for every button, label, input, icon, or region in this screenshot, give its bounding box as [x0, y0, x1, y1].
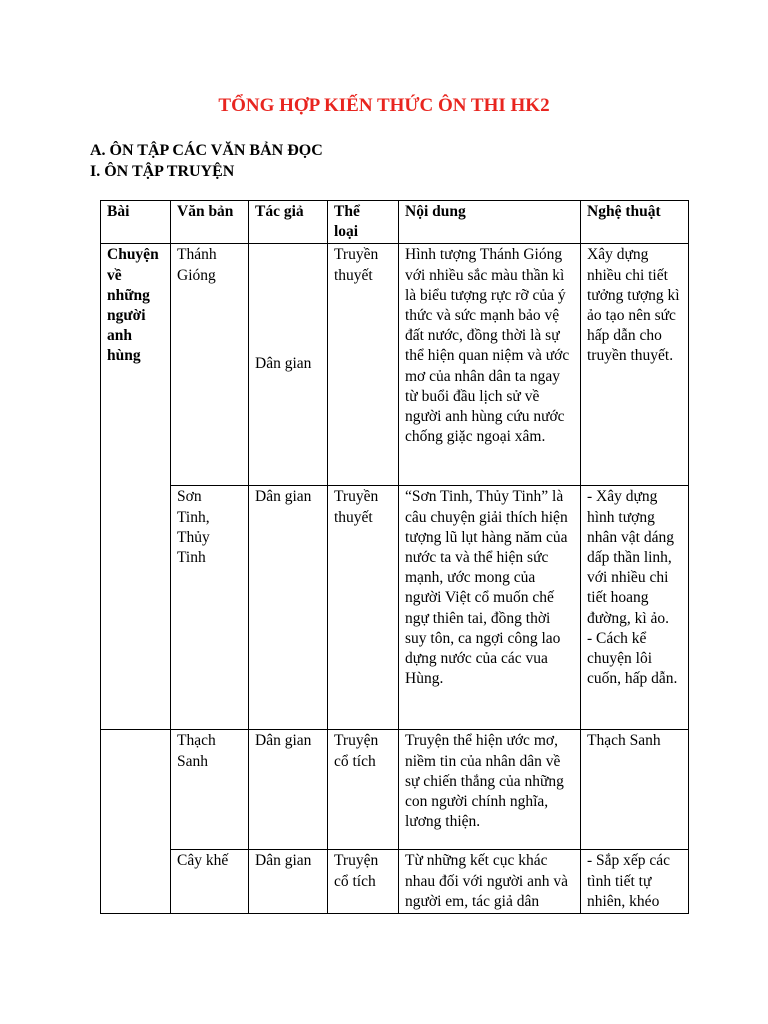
table-row: [101, 850, 689, 914]
group-topic-cell: Chuyện về những người anh hùng: [101, 244, 171, 730]
noi-dung-cell: “Sơn Tinh, Thủy Tinh” là câu chuyện giải thích hiện tượng lũ lụt hàng năm của nước ta và thể hiện sức mạnh, ước mong của người Việt cổ muốn chế ngự thiên tai, đồng thời suy tôn, ca ngợi công lao dựng nước của các vua Hùng.: [399, 486, 581, 730]
tac-gia-cell: Dân gian: [249, 850, 328, 914]
van-ban-cell: Thánh Gióng: [171, 244, 249, 486]
the-loai-cell: Truyện cổ tích: [328, 850, 399, 914]
the-loai-cell: Truyền thuyết: [328, 244, 399, 486]
nghe-thuat-cell: Xây dựng nhiều chi tiết tưởng tượng kì ảo tạo nên sức hấp dẫn cho truyền thuyết.: [581, 244, 689, 486]
van-ban-cell: Thạch Sanh: [171, 730, 249, 850]
header-van-ban: Văn bản: [171, 201, 249, 244]
section-a-heading: A. ÔN TẬP CÁC VĂN BẢN ĐỌC: [90, 142, 323, 159]
tac-gia-cell: Dân gian: [249, 244, 328, 486]
nghe-thuat-cell: - Sắp xếp các tình tiết tự nhiên, khéo: [581, 850, 689, 914]
van-ban-cell: Sơn Tinh, Thủy Tinh: [171, 486, 249, 730]
group-topic-cell: [101, 730, 171, 914]
header-tac-gia: Tác giả: [249, 201, 328, 244]
nghe-thuat-cell: - Xây dựng hình tượng nhân vật dáng dấp thần linh, với nhiều chi tiết hoang đường, kì ảo. - Cách kể chuyện lôi cuốn, hấp dẫn.: [581, 486, 689, 730]
the-loai-cell: Truyền thuyết: [328, 486, 399, 730]
table-row: [101, 244, 689, 486]
table-header-row: [101, 201, 689, 244]
header-the-loai: Thể loại: [328, 201, 399, 244]
table-row: [101, 486, 689, 730]
tac-gia-cell: Dân gian: [249, 486, 328, 730]
table-row: [101, 730, 689, 850]
noi-dung-cell: Truyện thể hiện ước mơ, niềm tin của nhân dân về sự chiến thắng của những con người chính nghĩa, lương thiện.: [399, 730, 581, 850]
document-title: TỔNG HỢP KIẾN THỨC ÔN THI HK2: [218, 95, 550, 116]
review-table: [100, 200, 689, 914]
nghe-thuat-cell: Thạch Sanh: [581, 730, 689, 850]
the-loai-cell: Truyện cổ tích: [328, 730, 399, 850]
noi-dung-cell: Hình tượng Thánh Gióng với nhiều sắc màu thần kì là biểu tượng rực rỡ của ý thức và sức mạnh bảo vệ đất nước, đồng thời là sự thể hiện quan niệm và ước mơ của nhân dân ta ngay từ buổi đầu lịch sử về người anh hùng cứu nước chống giặc ngoại xâm.: [399, 244, 581, 486]
header-nghe-thuat: Nghệ thuật: [581, 201, 689, 244]
section-i-heading: I. ÔN TẬP TRUYỆN: [90, 163, 235, 180]
noi-dung-cell: Từ những kết cục khác nhau đối với người anh và người em, tác giả dân: [399, 850, 581, 914]
header-bai: Bài: [101, 201, 171, 244]
header-noi-dung: Nội dung: [399, 201, 581, 244]
tac-gia-cell: Dân gian: [249, 730, 328, 850]
van-ban-cell: Cây khế: [171, 850, 249, 914]
